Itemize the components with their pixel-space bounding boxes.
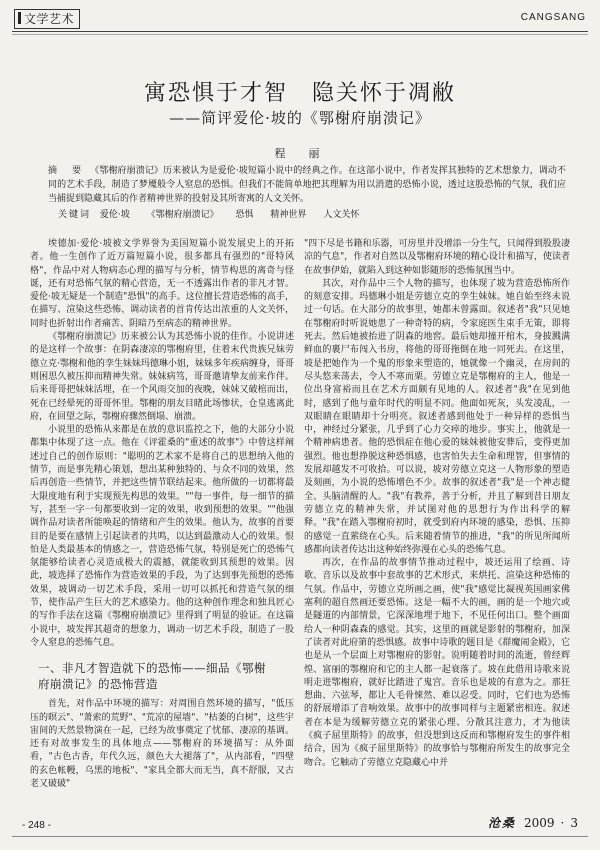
body-paragraph: 再次，在作品的故事情节推动过程中，坡还运用了绘画、诗歌、音乐以及故事中套故事的艺术形式，来烘托、渲染这种恐怖的气氛。作品中，劳德立克所画之画，使"我"感觉比凝视英国画家佛塞利的超自然画还要恐怖。这是一幅不大的画，画的是一个地穴或是隧道的内部情景，它深深地埋于地下，不见任何出口。整个画面给人一种阴森森的感觉。其实，这里的画就是影射的鄂榭府，加深了读者对此府第的恐惧感。故事中诗歌的题目是《群魔闹金殿》，它也是从一个层面上对鄂榭府的影射。说明随着时间的流逝，曾经辉煌、富丽的鄂榭府和它的主人都一起衰落了。坡在此借用诗歌来说明走进鄂榭府，就好比踏进了鬼宫。音乐也是坡的有意为之。那狂想曲、六弦琴，都让人毛骨悚然、难以忍受。同时，它们也为恐怖的舒展增添了音响效果。故事中的故事同样与主题紧密相连。叙述者在本是为缓解劳德立克的紧张心理、分散其注意力，才为他读《疯子屈里斯特》的故事，但没想到这反而和鄂榭府发生的事件相结合，因为《疯子屈里斯特》的故事恰与鄂榭府所发生的故事完全吻合。它触动了劳德立克隐藏心中并 — [304, 558, 570, 768]
body-paragraph: 首先，对作品中环境的描写：对周围自然环境的描写，"低压压的暝云"、"萧索的荒野"、"荒凉的屋墙"、"枯萎的白树"，这些宇宙间的天然景物演在一起，已经为故事奠定了忧郁、凄凉的基调。还有对故事发生的具体地点——鄂榭府的环境描写：从外面看，"古色古香，年代久远，颜色大大褪落了"，从内部看，"四壁的玄色帐幔，乌黑的地板"、"家具全都大而无当，真不舒服，又古老又破破" — [30, 699, 294, 789]
article-author: 程 丽 — [274, 147, 326, 160]
section-heading-line2: 府崩溃记》的恐怖营造 — [38, 677, 158, 692]
abstract-text: 《鄂榭府崩溃记》历来被认为是爱伦·坡短篇小说中的经典之作。在这部小说中，作者发挥其独特的艺术想象力，调动不同的艺术手段，制造了梦魇般令人窒息的恐惧。但我们不能简单地把其理解为用以消遣的恐怖小说，透过这股恐怖的气氛，我们应当捕捉到隐藏其后的作者精神世界的投射及其所寄寓的人文关怀。 — [48, 166, 566, 204]
keyword: 爱伦·坡 — [99, 210, 130, 220]
body-paragraph: 《鄂榭府崩溃记》历来被公认为其恐怖小说的佳作。小说讲述的是这样一个故事：在阴森凄凉的鄂榭府里，住着末代贵族兄妹劳德立克·鄂榭和他的孪生妹妹玛德琳小姐，妹妹多年疾病缠身，哥哥则困思久被压抑而精神失常。妹妹病笃，哥哥邀请挚友前来作伴。后来哥哥把妹妹活埋，在一个风雨交加的夜晚，妹妹又破棺而出，死在已经晕死的哥哥怀里。鄂榭的朋友目睹此场惨状，仓皇逃离此府，在回望之际，鄂榭府骤然倒塌、崩溃。 — [30, 332, 294, 422]
right-column — [304, 238, 570, 770]
header-rule-thin — [12, 34, 588, 35]
page-number: - 248 - — [22, 820, 51, 831]
magazine-logo: 沧桑 — [487, 816, 516, 830]
section-label-bar — [18, 12, 21, 24]
section-heading — [30, 660, 294, 692]
keywords — [58, 208, 566, 222]
body-paragraph: 小说里的恐怖从来都是在放的意识监控之下，他的大部分小说都集中体现了这一点。他在《评霍桑的"重述的故事"》中曾这样阐述过自己的创作原则："聪明的艺术家不是将自己的思想纳入他的情节，而是事先精心策划，想出某种独特的、与众不同的效果，然后再创造一些情节，并把这些情节联结起来。他所做的一切都将最大限度地有利于实现预先构思的效果。""每一事件，每一细节的描写，甚至一字一句都要收到一定的效果，收到预想的效果。""他强调作品对读者所能唤起的情绪和产生的效果。他认为，故事的首要目的是要在感情上引起读者的共鸣，以达到最激动人心的效果。恨怕是人类最基本的情感之一，营造恐怖气氛，特别是死亡的恐怖气氛能够给读者心灵造成极大的震撼，就能收到其预想的效果。因此，坡选择了恐怖作为营造效果的手段，为了达到事先预想的恐怖效果，坡调动一切艺术手段，采用一切可以抓托和营造气氛的细节，使作品产生巨大的艺术感染力。他的这种创作理念和独具匠心的写作手法在这篇《鄂榭府崩溃记》里得到了明显的验证。在这篇小说中，坡发挥其超奇的想象力，调动一切艺术手段，制造了一股令人窒息的恐怖气息。 — [30, 425, 294, 648]
abstract — [48, 164, 566, 206]
footer-rule — [12, 836, 588, 837]
keyword: 人文关怀 — [323, 210, 360, 220]
left-column — [30, 238, 294, 791]
section-heading-line1: 一、非凡才智造就下的恐怖——细品《鄂榭 — [38, 661, 266, 676]
footer-issue — [488, 814, 578, 831]
body-paragraph: 埃德加·爱伦·坡被文学界誉为美国短篇小说发展史上的开拓者。他一生创作了近万篇短篇小说，很多都具有强烈的"哥特风格"，作品中对人物病态心理的描写与分析，情节构思的离奇与怪诞，还有对恐怖气氛的精心营造，无一不透露出作者的非凡才智。爱伦·坡无疑是一个制造"恐惧"的高手。这位擅长营造恐怖的高手，在描写、渲染这些恐怖、调动读者的首肯传达出浓重的人文关怀，同时也折射出作者痛苦、阴暗乃至病态的精神世界。 — [30, 239, 294, 329]
article-subtitle: ——简评爱伦·坡的《鄂榭府崩溃记》 — [169, 109, 431, 127]
journal-name-header: CANGSANG — [520, 12, 586, 23]
article-title: 寓恐惧于才智 隐关怀于凋敝 — [143, 81, 456, 106]
issue-number: 3 — [570, 816, 578, 830]
section-label — [14, 9, 80, 29]
body-paragraph: 其次，对作品中三个人物的描写，也体现了坡为营造恐怖所作的刻意安排。玛德琳小姐是劳德立克的孪生妹妹。她自始至终未说过一句话。在大部分的故事里，她都未曾露面。叙述者"我"只见她在鄂榭府时听说她患了一种奇特的病，令家庭医生束手无策，即将死去。然后她被抬进了阴森的地窖。最后她却撞开棺木，身披溅满鲜血的裹尸布闯入书房，将他的哥哥拖倒在地一同死去。在这里，坡是把她作为一个鬼的形象来塑造的，她就像一个幽灵，在房间的尽头悠来荡去，令人不寒而栗。劳德立克是鄂榭府的主人，他是一位出身富裕而且在艺术方面颇有见地的人。叙述者"我"在见到他时，感到了他与童年时代的明显不同。他面如死灰，头发凌乱，一双眼睛在眼睛却十分明亮。叙述者感到他处于一种异样的恐惧当中，神经过分紧张，几乎到了心力交瘁的地步。事实上，他就是一个精神病患者。他的恐惧症在他心爱的妹妹被他安葬后，变得更加强烈。他也想挣脱这种恐惧感，也害怕失去生命和理智，但事情的发展却越发不可收拾。可以说，坡对劳德立克这一人物形象的塑造及刻画，为小说的恐怖增色不少。故事的叙述者"我"是一个神志健全、头脑清醒的人。"我"有教养，善于分析，并且了解到昔日朋友劳德立克的精神失常，并试图对他的思想行为作出科学的解释。"我"在踏入鄂榭府初时，就受到府内环境的感染，恐惧、压抑的感觉一直萦绕在心头。后来随着情节的推进，"我"的所见所闻所感都向读者传达出这种始终弥漫在心头的恐怖气息。 — [304, 278, 570, 555]
keyword: 恐惧 — [235, 210, 254, 220]
header-rule — [12, 31, 588, 32]
keywords-label: 关键词 — [58, 210, 92, 220]
issue-separator: · — [560, 816, 565, 830]
keyword: 精神世界 — [270, 210, 307, 220]
section-label-text: 文学艺术 — [24, 12, 75, 26]
issue-year: 2009 — [523, 816, 555, 830]
abstract-label: 摘 要 — [48, 166, 85, 176]
body-paragraph: "四下尽是书籍和乐器，可房里并没增添一分生气，只闻得到股股凄凉的气息"，作者对自然以及鄂榭府环境的精心设计和描写，使读者在故事伊始，就陷入到这种如影随形的恐怖氛围当中。 — [304, 239, 570, 276]
keyword: 《鄂榭府崩溃记》 — [146, 210, 219, 220]
